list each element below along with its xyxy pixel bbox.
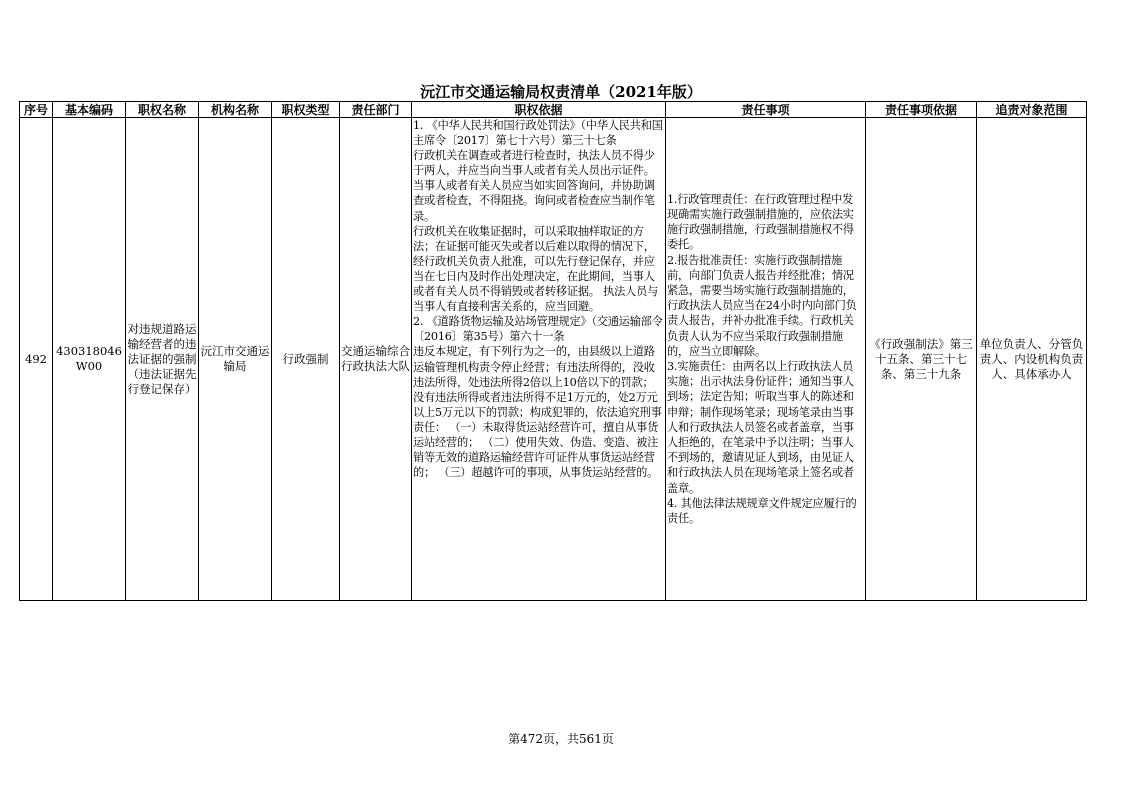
basis-paragraph: 违反本规定，有下列行为之一的，由县级以上道路运输管理机构责令停止经营；有违法所得的，没收违法所得，处违法所得2倍以上10倍以下的罚款；没有违法所得或者违法所得不足1万元的，处2万元以上5万元以下的罚款；构成犯罪的，依法追究刑事责任： （一）未取得货运站经营许可，擅自从事货运站经营的； （二）使用失效、伪造、变造、被注销等无效的道路运输经营许可证件从事货运站经营的； （三）超越许可的事项，从事货运站经营的。 [413, 345, 662, 480]
cell-agency: 沅江市交通运输局 [199, 118, 272, 601]
cell-code: 430318046W00 [53, 118, 126, 601]
header-seq: 序号 [20, 102, 53, 118]
duty-item: 1.行政管理责任：在行政管理过程中发现确需实施行政强制措施的，应依法实施行政强制措施，行政强制措施权不得委托。 [667, 192, 854, 252]
basis-paragraph: 1. 《中华人民共和国行政处罚法》（中华人民共和国主席令〔2017〕第七十六号）第三十七条 [413, 119, 663, 148]
basis-paragraph: 行政机关在调查或者进行检查时，执法人员不得少于两人，并应当向当事人或者有关人员出示证件。当事人或者有关人员应当如实回答询问，并协助调查或者检查，不得阻挠。询问或者检查应当制作笔录。 [413, 149, 655, 223]
page-footer: 第472页，共561页 [508, 732, 614, 746]
cell-power-type: 行政强制 [272, 118, 340, 601]
cell-duty-basis: 《行政强制法》第三十五条、第三十七条、第三十九条 [866, 118, 977, 601]
duty-item: 3.实施责任：由两名以上行政执法人员实施；出示执法身份证件；通知当事人到场；法定告知；听取当事人的陈述和申辩；制作现场笔录；现场笔录由当事人和行政执法人员签名或者盖章，当事人拒绝的，在笔录中予以注明；当事人不到场的，邀请见证人到场，由见证人和行政执法人员在现场笔录上签名或者盖章。 [667, 360, 854, 495]
header-duties: 责任事项 [666, 102, 866, 118]
duty-item: 4. 其他法律法规规章文件规定应履行的责任。 [667, 496, 857, 526]
header-duty-basis: 责任事项依据 [866, 102, 977, 118]
header-department: 责任部门 [340, 102, 412, 118]
basis-paragraph: 2. 《道路货物运输及站场管理规定》（交通运输部令〔2016〕第35号）第六十一条 [413, 315, 663, 344]
table-header-row [20, 102, 1087, 118]
header-agency: 机构名称 [199, 102, 272, 118]
header-basis: 职权依据 [412, 102, 666, 118]
header-accountability: 追责对象范围 [977, 102, 1087, 118]
cell-department: 交通运输综合行政执法大队 [340, 118, 412, 601]
document-title: 沅江市交通运输局权责清单（2021年版） [420, 83, 702, 101]
table-row [20, 118, 1087, 601]
header-power-type: 职权类型 [272, 102, 340, 118]
header-code: 基本编码 [53, 102, 126, 118]
duty-item: 2.报告批准责任：实施行政强制措施前，向部门负责人报告并经批准；情况紧急，需要当场实施行政强制措施的，行政执法人员应当在24小时内向部门负责人报告，并补办批准手续。行政机关负责人认为不应当采取行政强制措施的，应当立即解除。 [667, 253, 857, 358]
responsibility-table [19, 101, 1087, 601]
basis-paragraph: 行政机关在收集证据时，可以采取抽样取证的方法；在证据可能灭失或者以后难以取得的情况下，经行政机关负责人批准，可以先行登记保存，并应当在七日内及时作出处理决定，在此期间，当事人或者有关人员不得销毁或者转移证据。 执法人员与当事人有直接利害关系的，应当回避。 [413, 224, 659, 314]
header-power-name: 职权名称 [126, 102, 199, 118]
cell-duties [666, 118, 866, 601]
cell-accountability: 单位负责人、分管负责人、内设机构负责人、具体承办人 [977, 118, 1087, 601]
cell-basis [412, 118, 666, 601]
cell-power-name: 对违规道路运输经营者的违法证据的强制（违法证据先行登记保存） [126, 118, 199, 601]
cell-seq: 492 [20, 118, 53, 601]
